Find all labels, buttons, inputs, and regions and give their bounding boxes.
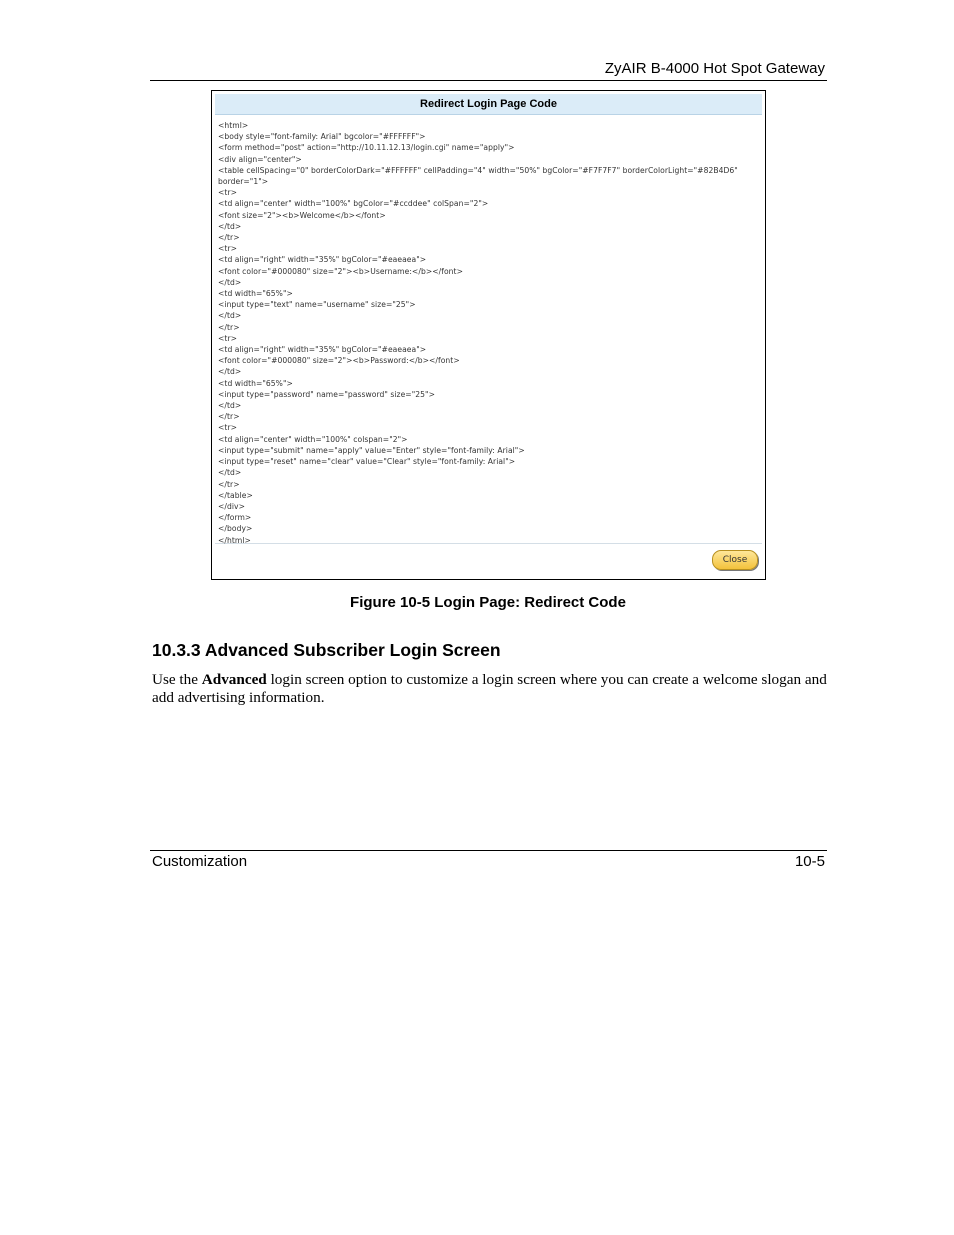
code-listing — [215, 115, 762, 544]
body-paragraph — [152, 671, 827, 707]
code-line: <form method="post" action="http://10.11.12.13/login.cgi" name="apply"> — [218, 143, 515, 153]
code-line: </form> — [218, 513, 252, 523]
code-line: </table> — [218, 490, 253, 500]
code-line: <td width="65%"> — [218, 289, 293, 299]
code-line: </html> — [218, 535, 251, 545]
code-line: <font size="2"><b>Welcome</b></font> — [218, 210, 386, 220]
code-line: </td> — [218, 468, 242, 478]
code-line: <tr> — [218, 333, 238, 343]
code-line: <td align="center" width="100%" bgColor="#ccddee" colSpan="2"> — [218, 199, 489, 209]
footer-page-number: 10-5 — [794, 853, 825, 870]
header-rule — [150, 80, 827, 81]
code-line: <tr> — [218, 244, 238, 254]
screenshot-window — [215, 94, 762, 576]
redirect-code-screenshot — [211, 90, 766, 580]
code-line: </div> — [218, 501, 246, 511]
code-line: <input type="submit" name="apply" value="Enter" style="font-family: Arial"> — [218, 445, 525, 455]
code-line: <div align="center"> — [218, 154, 302, 164]
footer-rule — [150, 850, 827, 851]
para-bold-term: Advanced — [201, 671, 267, 688]
figure-caption: Figure 10-5 Login Page: Redirect Code — [350, 594, 626, 611]
section-heading: 10.3.3 Advanced Subscriber Login Screen — [152, 640, 501, 660]
code-line: </body> — [218, 524, 253, 534]
code-line: </td> — [218, 221, 242, 231]
code-line: <tr> — [218, 188, 238, 198]
code-line: <td align="right" width="35%" bgColor="#eaeaea"> — [218, 255, 427, 265]
footer-chapter: Customization — [152, 853, 248, 870]
code-line: <tr> — [218, 423, 238, 433]
code-line: <html> — [218, 121, 249, 130]
code-window-title: Redirect Login Page Code — [215, 94, 762, 115]
code-line: <font color="#000080" size="2"><b>Password:</b></font> — [218, 356, 460, 366]
code-line: border="1"> — [218, 177, 269, 187]
code-line: </td> — [218, 401, 242, 411]
code-line: </td> — [218, 367, 242, 377]
code-line: <table cellSpacing="0" borderColorDark="#FFFFFF" cellPadding="4" width="50%" bgColor="#F7F7F7" borderColorLight="#82B4D6" — [218, 165, 738, 175]
code-line: <td align="center" width="100%" colspan="2"> — [218, 434, 408, 444]
code-line: </tr> — [218, 479, 240, 489]
code-line: </td> — [218, 277, 242, 287]
code-line: </tr> — [218, 233, 240, 243]
code-line: <font color="#000080" size="2"><b>Username:</b></font> — [218, 266, 463, 276]
code-line: <body style="font-family: Arial" bgcolor="#FFFFFF"> — [218, 132, 426, 142]
code-line: </tr> — [218, 412, 240, 422]
code-line: <td width="65%"> — [218, 378, 293, 388]
code-line: <td align="right" width="35%" bgColor="#eaeaea"> — [218, 345, 427, 355]
para-text-prefix: Use the — [152, 671, 202, 688]
code-line: <input type="text" name="username" size="25"> — [218, 300, 416, 310]
code-line: <input type="password" name="password" size="25"> — [218, 389, 435, 399]
page-header-title: ZyAIR B-4000 Hot Spot Gateway — [604, 60, 825, 77]
para-text-suffix: login screen option to customize a login screen where you can create a welcome slogan and add advertising information. — [152, 671, 827, 706]
code-line: </tr> — [218, 322, 240, 332]
code-line: </td> — [218, 311, 242, 321]
close-button[interactable]: Close — [712, 550, 758, 570]
code-line: <input type="reset" name="clear" value="Clear" style="font-family: Arial"> — [218, 457, 516, 467]
